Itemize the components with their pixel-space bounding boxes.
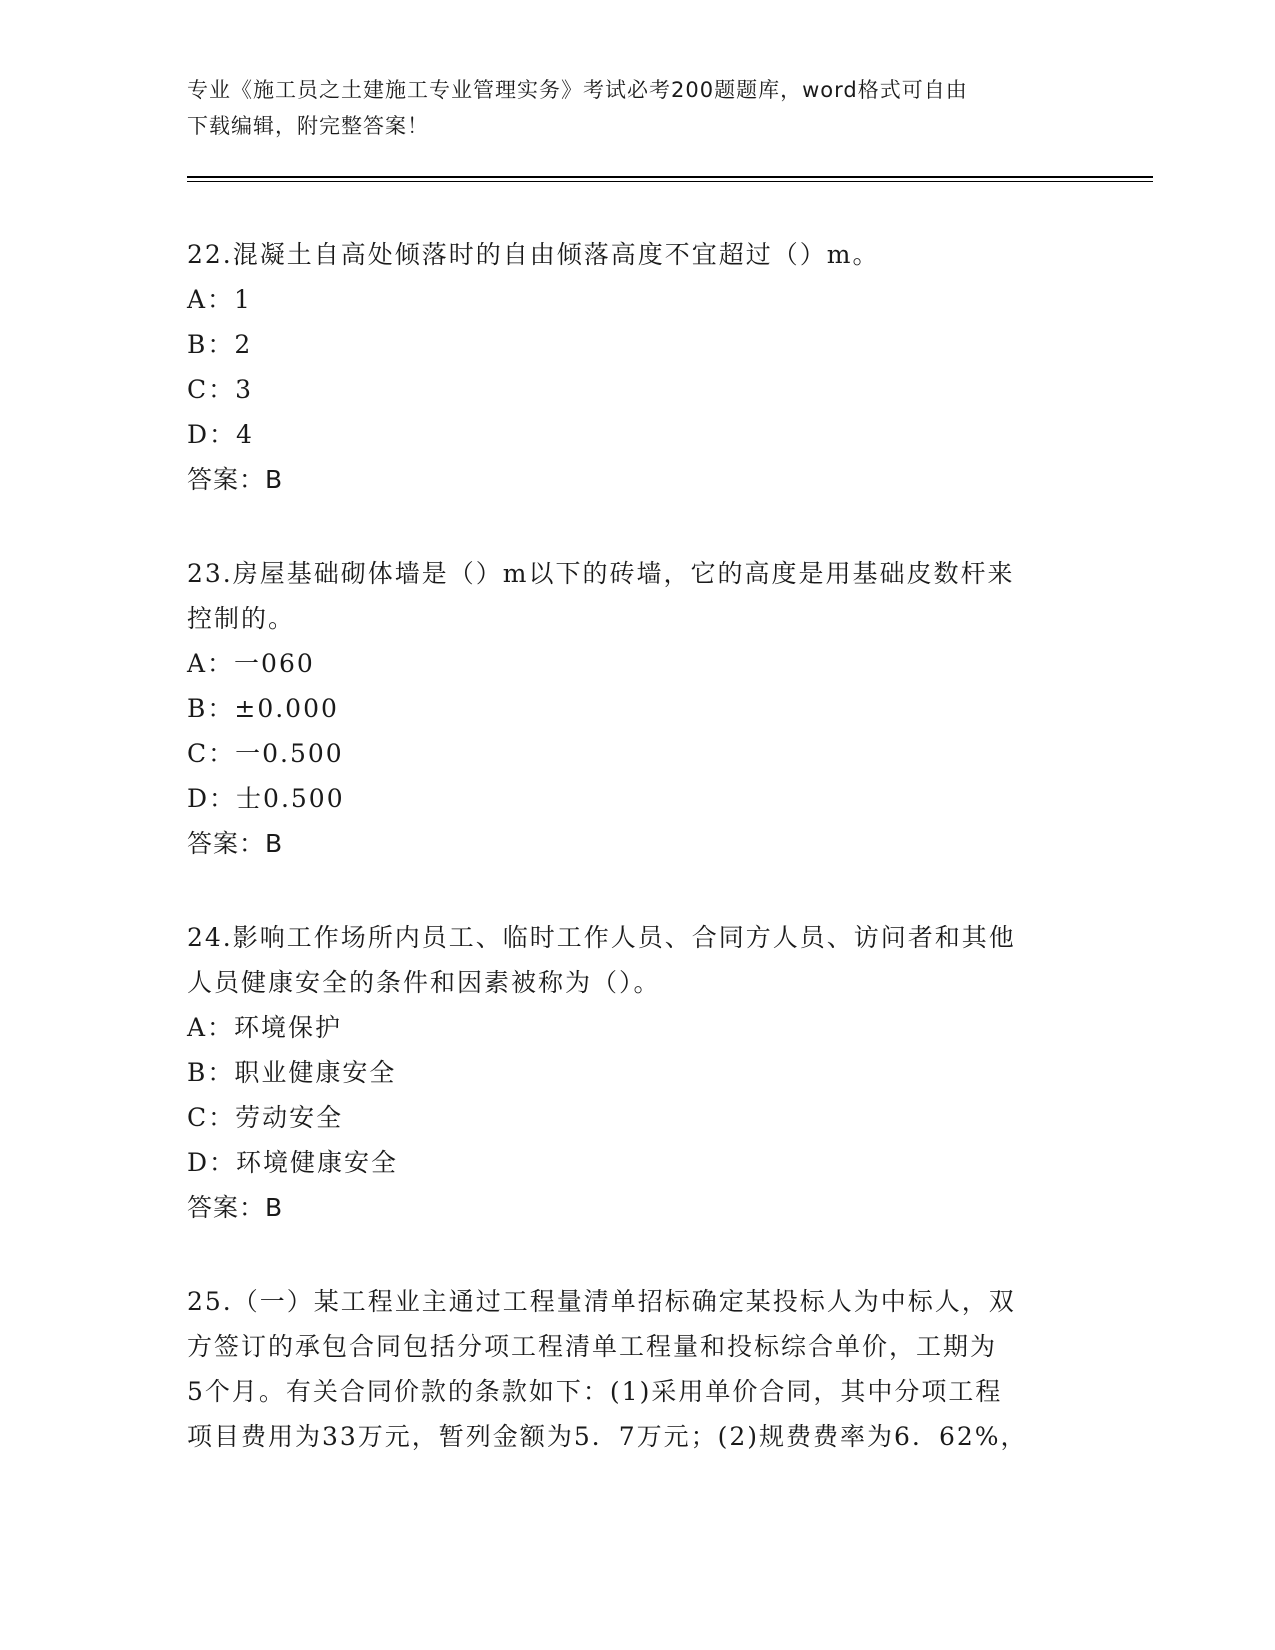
question-23 <box>187 551 1087 866</box>
question-list <box>187 232 1087 1508</box>
option-b: B：2 <box>187 330 253 359</box>
question-25 <box>187 1279 1087 1459</box>
option-a: A：一060 <box>187 649 315 678</box>
answer-line: 答案：B <box>187 829 284 858</box>
answer-line: 答案：B <box>187 465 284 494</box>
header-divider-thin <box>187 181 1153 182</box>
option-c: C：3 <box>187 375 254 404</box>
option-a: A：1 <box>187 285 252 314</box>
option-c: C：劳动安全 <box>187 1103 344 1132</box>
question-stem-line-2: 方签订的承包合同包括分项工程清单工程量和投标综合单价，工期为 <box>187 1332 998 1361</box>
question-stem-line-2: 控制的。 <box>187 604 296 633</box>
header-line-1: 专业《施工员之土建施工专业管理实务》考试必考200题题库，word格式可自由 <box>187 78 968 102</box>
header-divider-thick <box>187 176 1153 178</box>
option-c: C：一0.500 <box>187 739 344 768</box>
question-stem-line-3: 5个月。有关合同价款的条款如下：(1)采用单价合同，其中分项工程 <box>187 1377 1003 1406</box>
option-b: B：±0.000 <box>187 694 339 723</box>
question-stem-line-2: 人员健康安全的条件和因素被称为（）。 <box>187 968 661 997</box>
option-d: D：环境健康安全 <box>187 1148 399 1177</box>
question-stem-line-1: 23.房屋基础砌体墙是（）m以下的砖墙，它的高度是用基础皮数杆来 <box>187 559 1015 588</box>
document-header <box>187 72 1087 144</box>
question-stem: 22.混凝土自高处倾落时的自由倾落高度不宜超过（）m。 <box>187 240 880 269</box>
question-24 <box>187 915 1087 1230</box>
question-22 <box>187 232 1087 502</box>
question-stem-line-4: 项目费用为33万元，暂列金额为5．7万元；(2)规费费率为6．62%， <box>187 1422 1028 1451</box>
option-d: D：士0.500 <box>187 784 345 813</box>
header-line-2: 下载编辑，附完整答案！ <box>187 114 429 138</box>
option-d: D：4 <box>187 420 254 449</box>
question-stem-line-1: 25.（一）某工程业主通过工程量清单招标确定某投标人为中标人，双 <box>187 1287 1016 1316</box>
question-stem-line-1: 24.影响工作场所内员工、临时工作人员、合同方人员、访问者和其他 <box>187 923 1016 952</box>
answer-line: 答案：B <box>187 1193 284 1222</box>
option-a: A：环境保护 <box>187 1013 343 1042</box>
option-b: B：职业健康安全 <box>187 1058 397 1087</box>
